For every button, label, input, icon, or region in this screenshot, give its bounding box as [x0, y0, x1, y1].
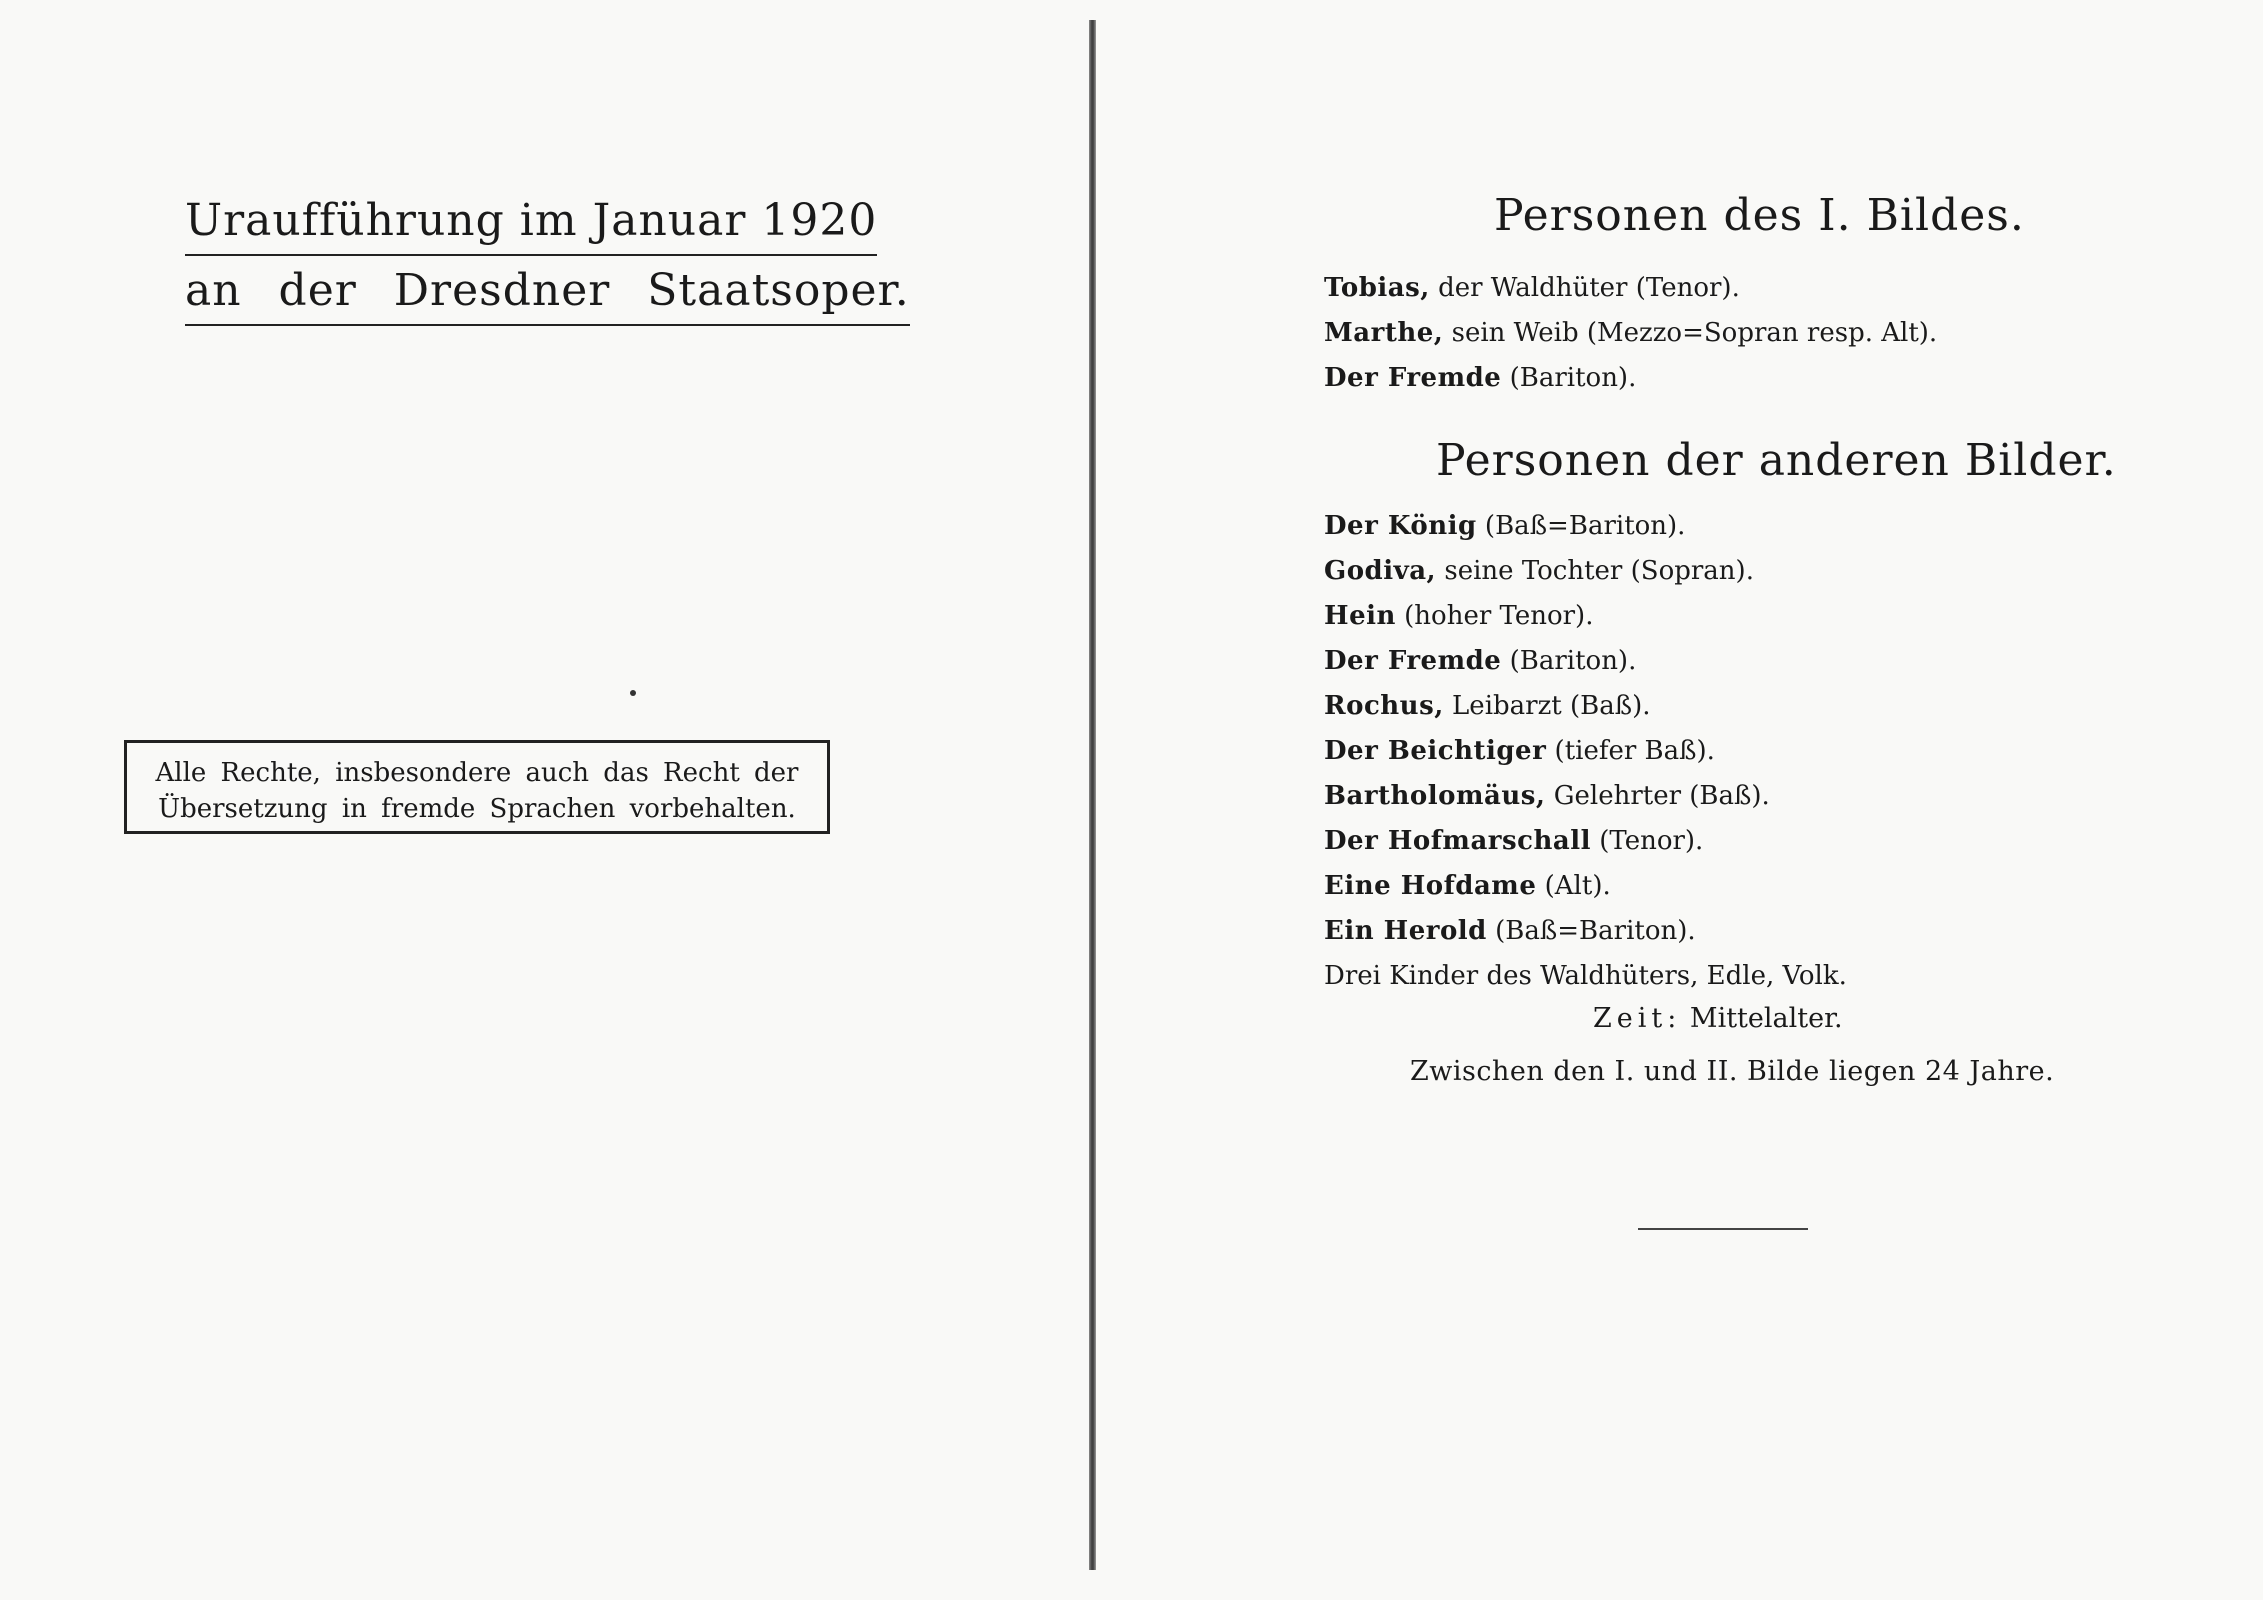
character-description: Leibarzt (Baß). — [1443, 691, 1651, 721]
character-description: (Baß=Bariton). — [1486, 916, 1696, 946]
character-description: (Baß=Bariton). — [1476, 511, 1686, 541]
cast-entry — [1324, 311, 1937, 356]
cast-entry — [1324, 729, 1847, 774]
character-description: Drei Kinder des Waldhüters, Edle, Volk. — [1324, 961, 1847, 991]
left-page — [0, 0, 1090, 1600]
character-name: Tobias, — [1324, 273, 1430, 303]
time-setting — [1593, 1003, 1843, 1034]
book-gutter — [1089, 20, 1096, 1570]
character-name: Marthe, — [1324, 318, 1444, 348]
character-description: (Tenor). — [1590, 826, 1704, 856]
character-name: Der Fremde — [1324, 646, 1502, 676]
character-description: der Waldhüter (Tenor). — [1429, 273, 1740, 303]
cast-entry — [1324, 594, 1847, 639]
character-name: Der Hofmarschall — [1324, 826, 1591, 856]
ink-speck — [630, 690, 636, 696]
cast-entry — [1324, 356, 1937, 401]
rights-line-2: Übersetzung in fremde Sprachen vorbehalten. — [158, 794, 796, 824]
cast-entry — [1324, 819, 1847, 864]
cast-entry — [1324, 266, 1937, 311]
cast-entry — [1324, 684, 1847, 729]
rights-line-1: Alle Rechte, insbesondere auch das Recht der — [155, 758, 799, 788]
cast-entry — [1324, 864, 1847, 909]
character-description: (Bariton). — [1501, 646, 1637, 676]
between-acts-note: Zwischen den I. und II. Bilde liegen 24 Jahre. — [1410, 1056, 2055, 1087]
character-description: sein Weib (Mezzo=Sopran resp. Alt). — [1443, 318, 1938, 348]
cast-list-first-scene — [1324, 266, 1937, 401]
cast-list-other-scenes — [1324, 504, 1847, 999]
premiere-line-2: an der Dresdner Staatsoper. — [185, 258, 910, 326]
character-description: (hoher Tenor). — [1395, 601, 1594, 631]
heading-other-scenes: Personen der anderen Bilder. — [1436, 435, 2117, 486]
character-name: Der Fremde — [1324, 363, 1502, 393]
character-description: (tiefer Baß). — [1546, 736, 1715, 766]
rights-notice-box — [124, 740, 830, 834]
right-page — [1110, 0, 2263, 1600]
character-name: Bartholomäus, — [1324, 781, 1546, 811]
character-name: Der König — [1324, 511, 1477, 541]
character-name: Der Beichtiger — [1324, 736, 1547, 766]
cast-entry — [1324, 549, 1847, 594]
character-name: Godiva, — [1324, 556, 1437, 586]
premiere-notice — [185, 188, 910, 326]
end-rule — [1638, 1228, 1808, 1230]
cast-entry — [1324, 639, 1847, 684]
character-name: Ein Herold — [1324, 916, 1487, 946]
character-name: Hein — [1324, 601, 1396, 631]
character-name: Rochus, — [1324, 691, 1444, 721]
character-description: (Bariton). — [1501, 363, 1637, 393]
time-value: Mittelalter. — [1689, 1003, 1843, 1034]
heading-first-scene: Personen des I. Bildes. — [1494, 190, 2025, 241]
premiere-line-1: Uraufführung im Januar 1920 — [185, 188, 877, 256]
character-description: seine Tochter (Sopran). — [1436, 556, 1754, 586]
character-description: (Alt). — [1536, 871, 1611, 901]
character-description: Gelehrter (Baß). — [1545, 781, 1770, 811]
cast-entry — [1324, 504, 1847, 549]
cast-entry — [1324, 954, 1847, 999]
time-label: Zeit: — [1593, 1003, 1682, 1034]
cast-entry — [1324, 774, 1847, 819]
cast-entry — [1324, 909, 1847, 954]
character-name: Eine Hofdame — [1324, 871, 1537, 901]
